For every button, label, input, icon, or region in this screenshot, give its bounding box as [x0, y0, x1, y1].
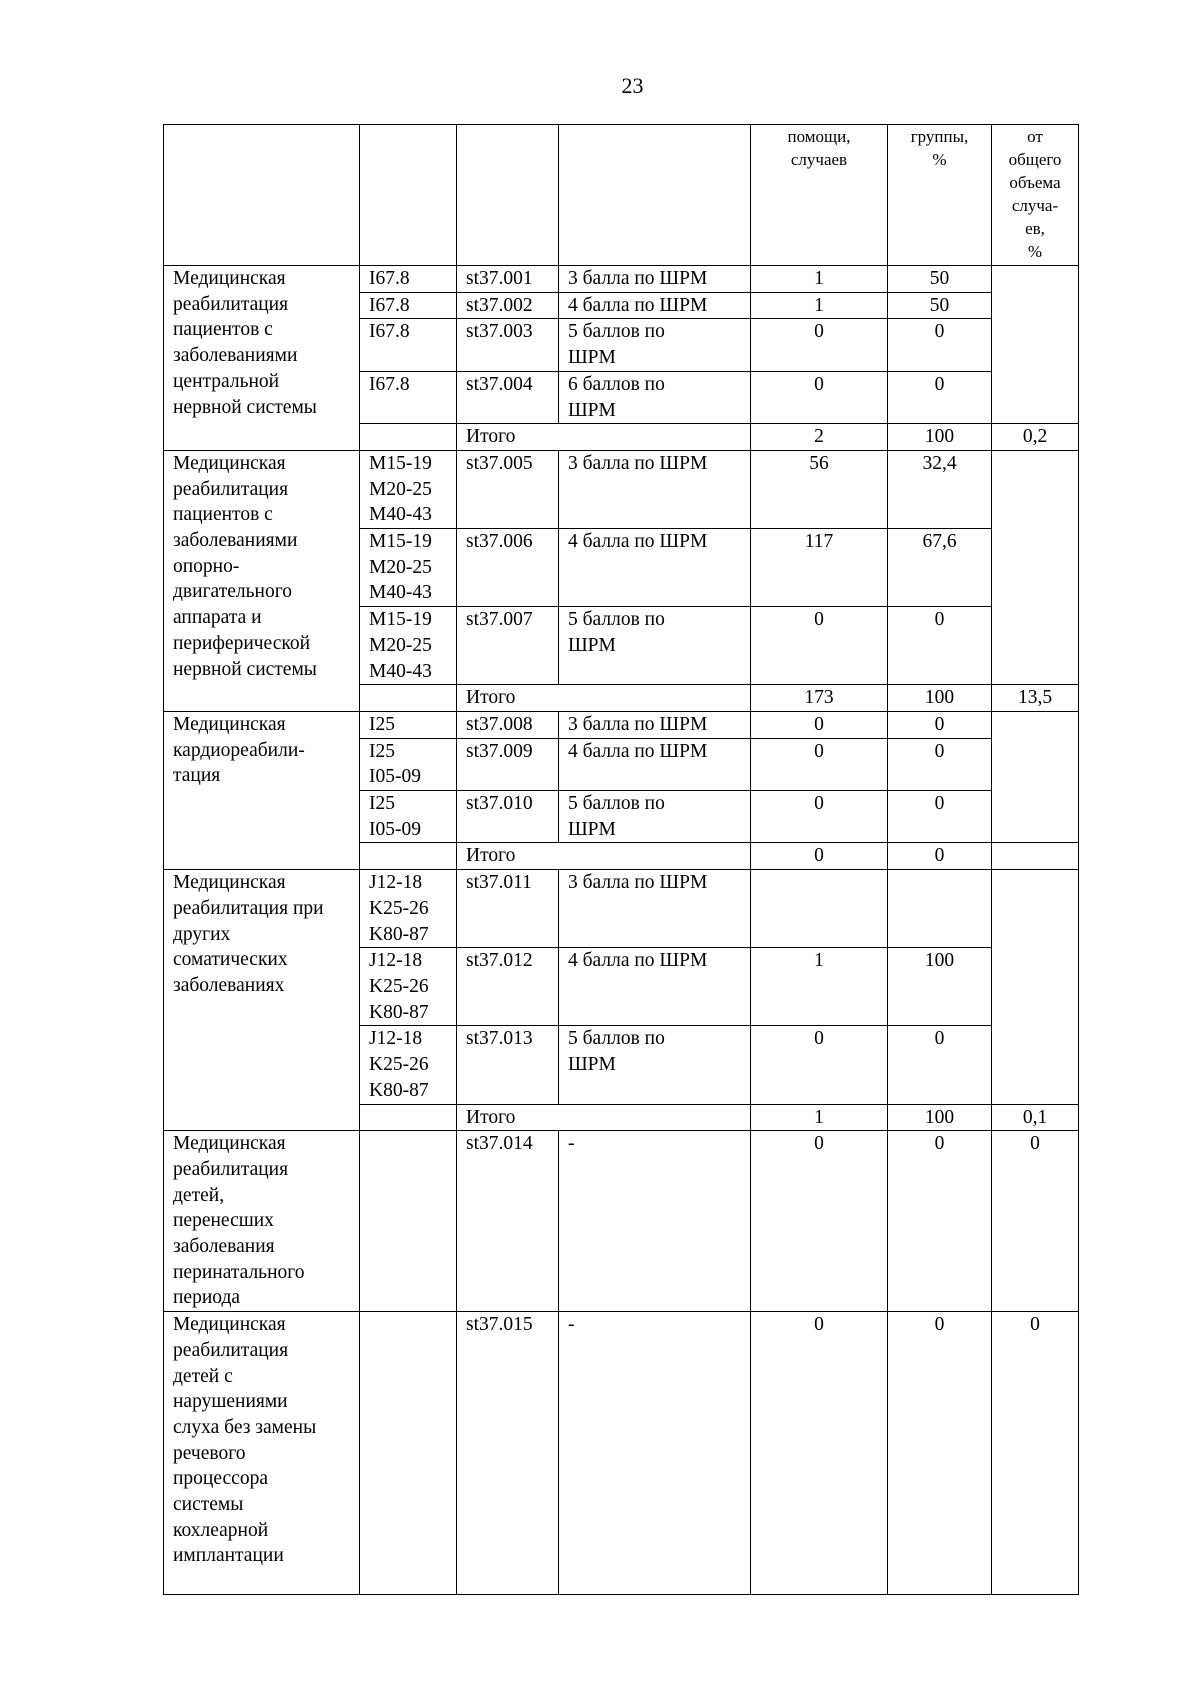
diagnosis-codes-cell: I25 I05-09 [360, 738, 457, 790]
total-cases-cell: 2 [751, 424, 888, 451]
description-cell: 3 балла по ШРМ [559, 266, 751, 293]
total-share-empty-cell [992, 450, 1079, 684]
cases-cell: 0 [751, 319, 888, 371]
table-row [164, 266, 1079, 293]
total-cases-cell: 0 [751, 843, 888, 870]
description-cell: 5 баллов по ШРМ [559, 607, 751, 685]
ksg-code-cell: st37.015 [457, 1312, 559, 1595]
total-label-cell: Итого [457, 685, 751, 712]
diagnosis-codes-cell: I67.8 [360, 371, 457, 423]
total-share-empty-cell [992, 870, 1079, 1104]
diagnosis-codes-cell: M15-19 M20-25 M40-43 [360, 529, 457, 607]
description-cell: 4 балла по ШРМ [559, 292, 751, 319]
diagnosis-codes-cell: I67.8 [360, 266, 457, 293]
group-share-cell: 0 [888, 1026, 992, 1104]
description-cell: - [559, 1131, 751, 1312]
total-empty-cell [360, 843, 457, 870]
diagnosis-codes-cell: J12-18 K25-26 K80-87 [360, 1026, 457, 1104]
table-row [164, 1131, 1079, 1312]
description-cell: 3 балла по ШРМ [559, 711, 751, 738]
total-label-cell: Итого [457, 843, 751, 870]
group-share-cell: 50 [888, 266, 992, 293]
group-name-cell: Медицинская кардиореабили- тация [164, 711, 360, 869]
cases-cell: 0 [751, 607, 888, 685]
group-share-cell: 0 [888, 1131, 992, 1312]
diagnosis-codes-cell [360, 1312, 457, 1595]
group-share-cell: 0 [888, 711, 992, 738]
table-row [164, 1312, 1079, 1595]
table-header-row [164, 125, 1079, 266]
ksg-code-cell: st37.007 [457, 607, 559, 685]
group-name-cell: Медицинская реабилитация детей, перенесших заболевания перинатального периода [164, 1131, 360, 1312]
total-share-cell: 0 [992, 1312, 1079, 1595]
header-cell-ksg [457, 125, 559, 266]
cases-cell: 1 [751, 948, 888, 1026]
ksg-code-cell: st37.013 [457, 1026, 559, 1104]
group-share-cell: 0 [888, 607, 992, 685]
total-group-share-cell: 0 [888, 843, 992, 870]
total-group-share-cell: 100 [888, 1104, 992, 1131]
header-cell-group-share: группы, % [888, 125, 992, 266]
rehabilitation-table [163, 124, 1079, 1595]
header-cell-cases: помощи, случаев [751, 125, 888, 266]
description-cell: 6 баллов по ШРМ [559, 371, 751, 423]
cases-cell: 0 [751, 1026, 888, 1104]
description-cell: - [559, 1312, 751, 1595]
diagnosis-codes-cell: I67.8 [360, 319, 457, 371]
total-share-cell: 0,1 [992, 1104, 1079, 1131]
group-share-cell: 32,4 [888, 450, 992, 528]
description-cell: 3 балла по ШРМ [559, 870, 751, 948]
group-share-cell: 0 [888, 1312, 992, 1595]
description-cell: 4 балла по ШРМ [559, 529, 751, 607]
header-cell-description [559, 125, 751, 266]
cases-cell: 0 [751, 1131, 888, 1312]
ksg-code-cell: st37.011 [457, 870, 559, 948]
cases-cell: 0 [751, 738, 888, 790]
group-name-cell: Медицинская реабилитация детей с нарушениями слуха без замены речевого процессора системы кохлеарной имплантации [164, 1312, 360, 1595]
total-share-cell: 0,2 [992, 424, 1079, 451]
group-name-cell: Медицинская реабилитация при других соматических заболеваниях [164, 870, 360, 1131]
page-number: 23 [621, 73, 644, 98]
group-name-cell: Медицинская реабилитация пациентов с заболеваниями центральной нервной системы [164, 266, 360, 451]
table-row [164, 450, 1079, 528]
header-cell-codes [360, 125, 457, 266]
ksg-code-cell: st37.002 [457, 292, 559, 319]
cases-cell: 0 [751, 1312, 888, 1595]
diagnosis-codes-cell: M15-19 M20-25 M40-43 [360, 607, 457, 685]
ksg-code-cell: st37.008 [457, 711, 559, 738]
group-share-cell: 0 [888, 371, 992, 423]
header-cell-total-share: от общего объема случа- ев, % [992, 125, 1079, 266]
cases-cell: 56 [751, 450, 888, 528]
cases-cell: 0 [751, 711, 888, 738]
total-cases-cell: 173 [751, 685, 888, 712]
diagnosis-codes-cell: M15-19 M20-25 M40-43 [360, 450, 457, 528]
group-share-cell: 50 [888, 292, 992, 319]
group-share-cell: 100 [888, 948, 992, 1026]
ksg-code-cell: st37.003 [457, 319, 559, 371]
total-empty-cell [360, 685, 457, 712]
diagnosis-codes-cell: I25 [360, 711, 457, 738]
header-cell-profile [164, 125, 360, 266]
ksg-code-cell: st37.001 [457, 266, 559, 293]
ksg-code-cell: st37.014 [457, 1131, 559, 1312]
group-name-cell: Медицинская реабилитация пациентов с заболеваниями опорно- двигательного аппарата и периферической нервной системы [164, 450, 360, 711]
total-empty-cell [360, 1104, 457, 1131]
group-share-cell [888, 870, 992, 948]
diagnosis-codes-cell: J12-18 K25-26 K80-87 [360, 948, 457, 1026]
table-row [164, 711, 1079, 738]
total-label-cell: Итого [457, 1104, 751, 1131]
description-cell: 5 баллов по ШРМ [559, 791, 751, 843]
total-cases-cell: 1 [751, 1104, 888, 1131]
total-share-cell [992, 843, 1079, 870]
total-label-cell: Итого [457, 424, 751, 451]
diagnosis-codes-cell [360, 1131, 457, 1312]
cases-cell: 0 [751, 371, 888, 423]
group-share-cell: 0 [888, 738, 992, 790]
total-share-empty-cell [992, 711, 1079, 843]
ksg-code-cell: st37.009 [457, 738, 559, 790]
description-cell: 3 балла по ШРМ [559, 450, 751, 528]
total-share-cell: 0 [992, 1131, 1079, 1312]
group-share-cell: 67,6 [888, 529, 992, 607]
table-row [164, 870, 1079, 948]
description-cell: 4 балла по ШРМ [559, 738, 751, 790]
description-cell: 4 балла по ШРМ [559, 948, 751, 1026]
cases-cell: 117 [751, 529, 888, 607]
cases-cell: 0 [751, 791, 888, 843]
diagnosis-codes-cell: I67.8 [360, 292, 457, 319]
description-cell: 5 баллов по ШРМ [559, 319, 751, 371]
total-share-empty-cell [992, 266, 1079, 424]
group-share-cell: 0 [888, 319, 992, 371]
cases-cell [751, 870, 888, 948]
description-cell: 5 баллов по ШРМ [559, 1026, 751, 1104]
ksg-code-cell: st37.012 [457, 948, 559, 1026]
total-group-share-cell: 100 [888, 424, 992, 451]
ksg-code-cell: st37.004 [457, 371, 559, 423]
diagnosis-codes-cell: I25 I05-09 [360, 791, 457, 843]
cases-cell: 1 [751, 292, 888, 319]
ksg-code-cell: st37.005 [457, 450, 559, 528]
total-empty-cell [360, 424, 457, 451]
ksg-code-cell: st37.010 [457, 791, 559, 843]
total-group-share-cell: 100 [888, 685, 992, 712]
cases-cell: 1 [751, 266, 888, 293]
total-share-cell: 13,5 [992, 685, 1079, 712]
diagnosis-codes-cell: J12-18 K25-26 K80-87 [360, 870, 457, 948]
group-share-cell: 0 [888, 791, 992, 843]
ksg-code-cell: st37.006 [457, 529, 559, 607]
